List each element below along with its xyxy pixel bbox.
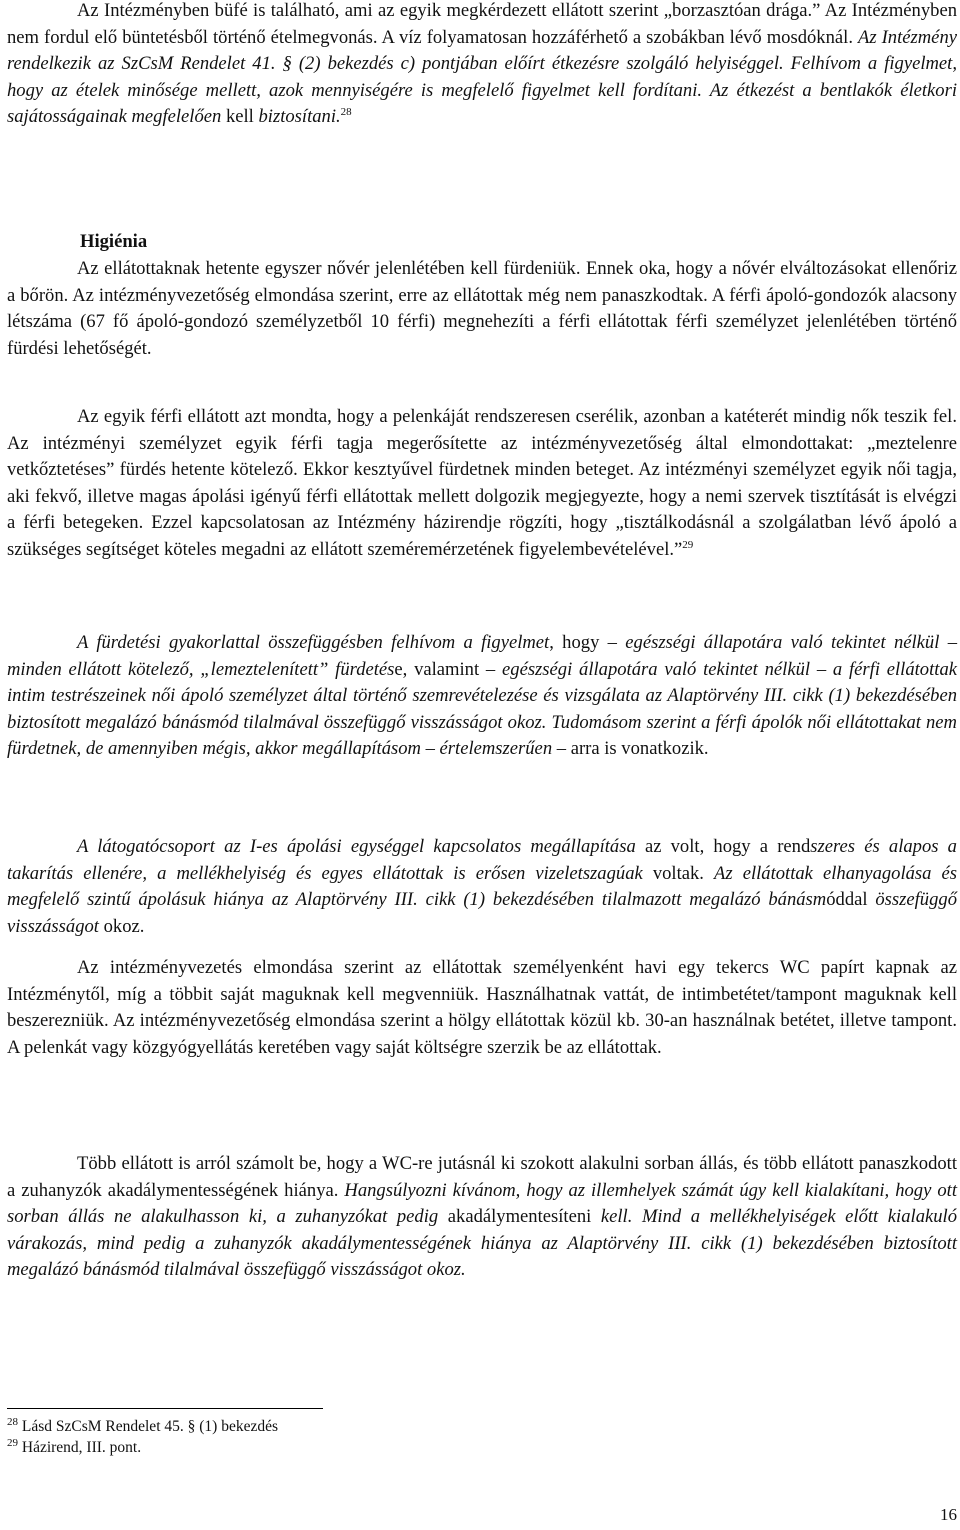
text-span: Az Intézményben büfé is található, ami az egyik megkérdezett ellátott szerint „borzasztóan drága.” Az Intézményben nem fordul elő büntetésből történő ételmegvonás. A víz folyamatosan hozzáférhető a szobákban lévő mosdóknál.: [7, 0, 957, 48]
text-span: az volt, hogy a rend: [635, 836, 811, 857]
paragraph-testimony: [7, 404, 957, 563]
text-span: Az egyik férfi ellátott azt mondta, hogy a pelenkáját rendszeresen cserélik, azonban a katéterét mindig nők teszik fel. Az intézményi személyzet egyik férfi tagja megerősítette az intézményvezetőség által elmondottakat: „meztelenre vetkőztetéses” fürdés hetente kötelező. Ekkor kesztyűvel fürdetnek minden beteget. Az intézményi személyzet egyik női tagja, aki fekvő, illetve magas ápolási igényű férfi ellátottak mellett dolgozik megjegyezte, hogy a nemi szervek tisztítását is elvégzi a férfi betegeken. Ezzel kapcsolatosan az Intézmény házirendje rögzíti, hogy „tisztálkodásnál a szolgálatban lévő ápoló a szükséges segítséget köteles megadni az ellátott szeméremérzetének figyelembevételével.”: [7, 406, 957, 560]
paragraph-finding-unit: [7, 834, 957, 940]
footnote: [7, 1437, 278, 1458]
text-span: voltak.: [642, 862, 715, 884]
text-span: A látogatócsoport az I-es ápolási egységgel kapcsolatos megállapítása: [77, 836, 636, 857]
text-span: egészségi állapotára való tekintet nélkül – a férfi ellátottak intim testrészeinek női ápoló személyzet által történő szemrevételezése és vizsgálata az Alaptörvény III. cikk (1) bekezdésében biztosított megalázó bánásmód tilalmával összefüggő visszásságot okoz. Tudomásom szerint a férfi ápolók női ellátottakat nem fürdetnek, de amennyiben mégis, akkor megállapításom – értelemszerűen –: [7, 658, 957, 759]
text-span: kell. Mind a mellékhelyiségek előtt kialakuló várakozás, mind pedig a zuhanyzók akadálymentességének hiánya az Alaptörvény III. cikk (1) bekezdésében biztosított megalázó bánásmód tilalmával összefüggő visszásságot okoz.: [7, 1206, 957, 1280]
footnote-divider: [7, 1408, 323, 1409]
paragraph-supplies: Az intézményvezetés elmondása szerint az ellátottak személyenként havi egy tekercs WC papírt kapnak az Intézménytől, míg a többit saját maguknak kell megvenniük. Használhatnak vattát, de intimbetétet/tampont maguknak kell beszerezniük. Az intézményvezetőség elmondása szerint a hölgy ellátottak közül kb. 30-an használnak betétet, illetve tampont. A pelenkát vagy közgyógyellátás keretében vagy saját költségre szerzik be az ellátottak.: [7, 957, 957, 1058]
footnote-number: 29: [7, 1436, 18, 1449]
footnote-text: Lásd SzCsM Rendelet 45. § (1) bekezdés: [21, 1418, 278, 1435]
text-span: Hangsúlyozni kívánom, hogy az illemhelyek számát úgy kell kialakítani, hogy ott sorban állás ne alakulhasson ki, a zuhanyzókat pedig: [7, 1179, 957, 1227]
text-span: Az Intézmény rendelkezik az SzCsM Rendelet 41. § (2) bekezdés c) pontjában előírt étkezésre szolgáló helyiséggel. Felhívom a figyelmet, hogy az ételek minősége mellett, azok mennyiségére is megfelelő figyelmet kell fordítani. Az étkezést a bentlakók életkori sajátosságainak megfelelően: [7, 26, 957, 127]
text-span: Több ellátott is arról számolt be, hogy a WC-re jutásnál ki szokott alakulni sorban állás, és több ellátott panaszkodott a zuhanyzók akadálymentességének hiánya.: [7, 1153, 957, 1201]
text-span: egészségi állapotára való tekintet nélkül – minden ellátott kötelező, „lemeztelenített” fürdetés: [7, 632, 957, 680]
page-number: 16: [940, 1505, 957, 1524]
text-span: okoz.: [98, 915, 145, 937]
footnote-ref: 29: [682, 538, 694, 551]
footnotes: [7, 1416, 278, 1458]
paragraph-finding-bathing: [7, 630, 957, 763]
footnote-ref: 28: [340, 105, 352, 118]
text-span: akadálymentesíteni: [447, 1206, 592, 1227]
footnote: [7, 1416, 278, 1437]
footnote-text: Házirend, III. pont.: [21, 1439, 142, 1456]
text-span: óddal: [826, 889, 876, 910]
text-span: e, valamint –: [394, 658, 503, 680]
text-span: biztosítani.: [258, 106, 341, 127]
text-span: A fürdetési gyakorlattal összefüggésben felhívom a figyelmet: [77, 632, 550, 653]
footnote-number: 28: [7, 1415, 18, 1428]
text-span: szeres és alapos a takarítás ellenére, a mellékhelyiség és egyes ellátottak is erősen vizeletszagúak: [7, 836, 957, 884]
text-span: kell: [221, 106, 259, 127]
section-heading: Higiénia: [80, 231, 148, 252]
text-span: arra is vonatkozik.: [570, 738, 709, 759]
paragraph-toilets: [7, 1151, 957, 1284]
text-span: , hogy –: [549, 632, 626, 653]
paragraph-food: [7, 0, 957, 131]
text-span: Az ellátottak elhanyagolása és megfelelő szintű ápolásuk hiánya az Alaptörvény III. cikk (1) bekezdésében tilalmazott megalázó bánásm: [7, 862, 958, 910]
paragraph-bathing: Az ellátottaknak hetente egyszer nővér jelenlétében kell fürdeniük. Ennek oka, hogy a nővér elváltozásokat ellenőriz a bőrön. Az intézményvezetőség elmondása szerint, erre az ellátottak még nem panaszkodtak. A férfi ápoló-gondozók alacsony létszáma (67 fő ápoló-gondozó személyzetből 10 férfi) megnehezíti a férfi ellátottak férfi személyzet jelenlétében történő fürdési lehetőségét.: [7, 258, 957, 359]
text-span: összefüggő visszásságot: [7, 889, 957, 937]
